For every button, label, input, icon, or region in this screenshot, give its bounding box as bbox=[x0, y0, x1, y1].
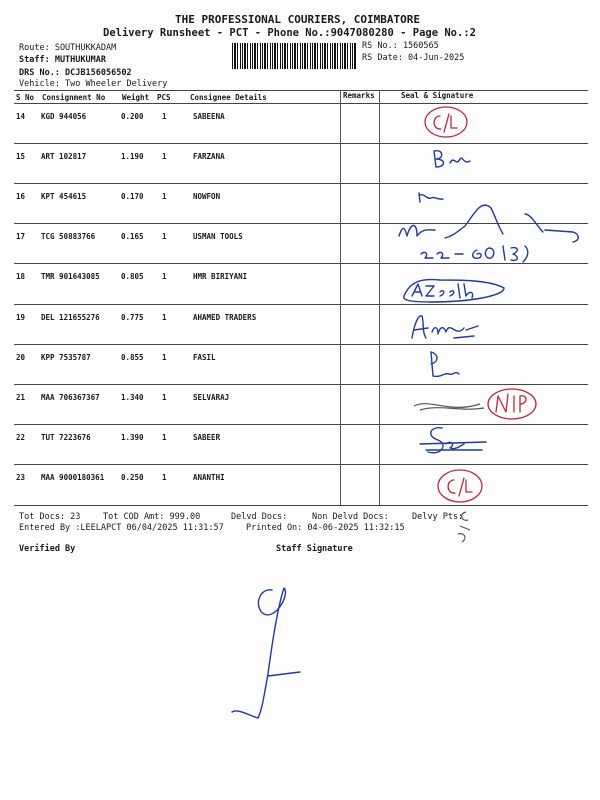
cell-weight: 0.855 bbox=[121, 352, 144, 362]
table-row bbox=[0, 465, 600, 505]
cell-consignment: KGD 944056 bbox=[41, 112, 87, 121]
col-pcs: PCS bbox=[157, 93, 171, 102]
cell-consignee: FARZANA bbox=[193, 152, 225, 162]
cell-consignment: MAA 706367367 bbox=[41, 392, 100, 402]
vehicle: Vehicle: Two Wheeler Delivery bbox=[19, 79, 168, 89]
cell-sno: 17 bbox=[16, 232, 26, 242]
barcode bbox=[232, 43, 356, 69]
staff: Staff: MUTHUKUMAR bbox=[19, 55, 106, 65]
staff-signature-label: Staff Signature bbox=[276, 544, 353, 554]
delivered-docs: Delvd Docs: bbox=[231, 512, 288, 522]
row23-cod-mark bbox=[434, 466, 494, 506]
table-row bbox=[0, 104, 600, 144]
row22-signature bbox=[416, 422, 496, 462]
row17-signature bbox=[395, 196, 585, 266]
company-name: THE PROFESSIONAL COURIERS, COIMBATORE bbox=[175, 13, 421, 26]
table-row bbox=[0, 425, 600, 465]
cell-weight: 0.165 bbox=[121, 232, 144, 242]
cell-pcs: 1 bbox=[162, 192, 167, 202]
drs-number: DRS No.: DCJB156056502 bbox=[19, 68, 132, 78]
printed-on: Printed On: 04-06-2025 11:32:15 bbox=[246, 523, 405, 533]
verified-by: Verified By bbox=[19, 544, 76, 554]
cell-weight: 0.805 bbox=[121, 272, 144, 282]
cell-sno: 14 bbox=[16, 112, 26, 121]
cell-sno: 23 bbox=[16, 472, 26, 482]
cell-consignee: SELVARAJ bbox=[193, 392, 230, 402]
cell-consignment: ART 102817 bbox=[41, 152, 87, 162]
col-weight: Weight bbox=[122, 93, 150, 102]
table-row bbox=[0, 264, 600, 304]
col-remarks: Remarks bbox=[343, 91, 375, 100]
cell-weight: 1.340 bbox=[121, 392, 144, 402]
cell-weight: 1.190 bbox=[121, 152, 144, 162]
cell-consignee: HMR BIRIYANI bbox=[193, 272, 248, 282]
col-consignee: Consignee Details bbox=[190, 93, 267, 102]
cell-sno: 15 bbox=[16, 152, 26, 162]
cell-consignment: KPT 454615 bbox=[41, 192, 87, 202]
cell-consignee: SABEENA bbox=[193, 112, 225, 121]
cell-consignee: AHAMED TRADERS bbox=[193, 312, 257, 322]
cell-pcs: 1 bbox=[162, 152, 167, 162]
row21-smudge bbox=[410, 394, 490, 416]
row15-signature bbox=[428, 147, 488, 173]
cell-consignee: FASIL bbox=[193, 352, 216, 362]
cell-sno: 19 bbox=[16, 312, 26, 322]
cell-pcs: 1 bbox=[162, 392, 167, 402]
col-sno: S No bbox=[16, 93, 35, 102]
col-seal-signature: Seal & Signature bbox=[401, 91, 474, 100]
cell-weight: 0.775 bbox=[121, 312, 144, 322]
cell-consignment: TCG 50883766 bbox=[41, 232, 96, 242]
entered-by: Entered By :LEELAPCT 06/04/2025 11:31:57 bbox=[19, 523, 224, 533]
cell-pcs: 1 bbox=[162, 232, 167, 242]
cell-consignment: TUT 7223676 bbox=[41, 432, 91, 442]
cell-pcs: 1 bbox=[162, 112, 167, 121]
table-row bbox=[0, 144, 600, 184]
cell-pcs: 1 bbox=[162, 312, 167, 322]
cell-sno: 18 bbox=[16, 272, 26, 282]
total-docs: Tot Docs: 23 bbox=[19, 512, 81, 522]
table-bottom-rule bbox=[14, 505, 588, 506]
staff-signature bbox=[228, 584, 308, 724]
table-row bbox=[0, 305, 600, 345]
cell-consignment: KPP 7535787 bbox=[41, 352, 91, 362]
cell-sno: 21 bbox=[16, 392, 26, 402]
cell-weight: 0.200 bbox=[121, 112, 144, 121]
cell-consignment: MAA 9000180361 bbox=[41, 472, 105, 482]
cell-weight: 1.390 bbox=[121, 432, 144, 442]
table-top-rule bbox=[14, 90, 588, 91]
delivery-points-scribble bbox=[452, 508, 478, 544]
cell-weight: 0.170 bbox=[121, 192, 144, 202]
row19-signature bbox=[404, 308, 484, 348]
delivery-points: Delvy Pts: bbox=[412, 512, 464, 522]
total-cod: Tot COD Amt: 999.00 bbox=[103, 512, 201, 522]
cell-pcs: 1 bbox=[162, 272, 167, 282]
row14-cod-mark bbox=[420, 104, 480, 144]
cell-weight: 0.250 bbox=[121, 472, 144, 482]
non-delivered-docs: Non Delvd Docs: bbox=[312, 512, 389, 522]
row18-signature bbox=[400, 272, 510, 306]
cell-pcs: 1 bbox=[162, 472, 167, 482]
col-consignment: Consignment No bbox=[42, 93, 106, 102]
cell-consignee: SABEER bbox=[193, 432, 221, 442]
cell-consignment: TMR 901643085 bbox=[41, 272, 100, 282]
cell-pcs: 1 bbox=[162, 432, 167, 442]
cell-consignee: USMAN TOOLS bbox=[193, 232, 243, 242]
cell-sno: 22 bbox=[16, 432, 26, 442]
row21-nip-mark bbox=[486, 384, 546, 424]
cell-sno: 16 bbox=[16, 192, 26, 202]
cell-consignee: ANANTHI bbox=[193, 472, 225, 482]
cell-consignee: NOWFON bbox=[193, 192, 221, 202]
rs-number: RS No.: 1560565 bbox=[362, 41, 439, 51]
route: Route: SOUTHUKKADAM bbox=[19, 43, 117, 53]
rs-date: RS Date: 04-Jun-2025 bbox=[362, 53, 465, 63]
row20-signature bbox=[425, 348, 475, 382]
cell-sno: 20 bbox=[16, 352, 26, 362]
cell-consignment: DEL 121655276 bbox=[41, 312, 100, 322]
table-row bbox=[0, 345, 600, 385]
runsheet-title: Delivery Runsheet - PCT - Phone No.:9047080280 - Page No.:2 bbox=[103, 27, 476, 39]
cell-pcs: 1 bbox=[162, 352, 167, 362]
